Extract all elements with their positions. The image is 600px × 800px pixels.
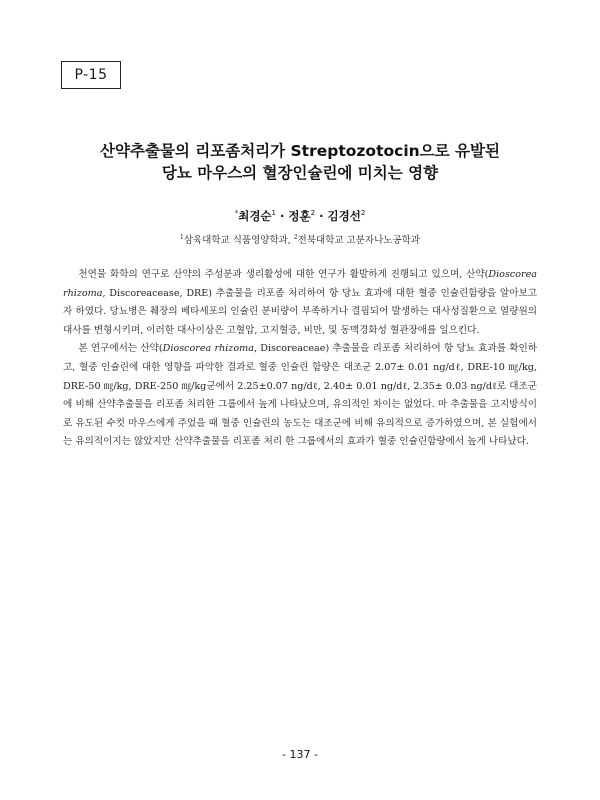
abstract-paragraph-2: 본 연구에서는 산약(Dioscorea rhizoma, Discoreaceae) 추출물을 리포좀 처리하여 항 당뇨 효과를 확인하고, 혈중 인슐린에 대한 영향을 파악한 결과로 혈중 인슐린 함량은 대조군 2.07± 0.01 ng/dℓ, DRE-10 ㎎/kg, DRE-50 ㎎/kg, DRE-250 ㎎/kg군에서 2.25±0.07 ng/dℓ, 2.40± 0.01 ng/dℓ, 2.35± 0.03 ng/dℓ로 대조군에 비해 산약추출물을 리포좀 처리한 그룹에서 높게 나타났으며, 유의적인 차이는 없었다. 마 추출물을 고지방식이로 유도된 수컷 마우스에게 주었을 때 혈중 인슐린의 농도는 대조군에 비해 유의적으로 증가하였으며, 본 실험에서는 유의적이지는 않았지만 산약추출물을 리포좀 처리 한 그룹에서의 효과가 혈중 인슐린함량에서 높게 나타났다. — [63, 343, 537, 448]
author-affil-mark: 2 — [310, 209, 316, 218]
page-number: - 137 - — [282, 748, 318, 761]
author-name: 최경순 — [238, 209, 272, 223]
author-separator: · — [276, 209, 289, 223]
author-name: 정훈 — [288, 209, 311, 223]
affiliation-2: 전북대학교 고분자나노공학과 — [297, 235, 420, 246]
paper-title — [0, 140, 600, 184]
abstract-body — [63, 266, 537, 452]
affiliations: $^1$삼육대학교 식품영양학과, $^2$전북대학교 고분자나노공학과 — [180, 233, 420, 246]
author-list — [0, 208, 600, 224]
author-separator: · — [315, 209, 328, 223]
author-affil-mark: 1 — [271, 209, 277, 218]
species-name: Dioscorea rhizoma — [63, 269, 537, 299]
species-name: Dioscorea rhizoma — [162, 343, 254, 355]
affil-mark: 2 — [293, 233, 298, 241]
affiliation-1: 삼육대학교 식품영양학과 — [183, 235, 288, 246]
affil-mark: 1 — [180, 233, 184, 241]
title-line-1: 산약추출물의 리포좀처리가 Streptozotocin으로 유발된 — [100, 142, 500, 160]
corresponding-mark: * — [234, 209, 239, 218]
poster-number-label: P-15 — [61, 61, 121, 89]
abstract-paragraph-1: 천연물 화학의 연구로 산약의 주성분과 생리활성에 대한 연구가 활발하게 진행되고 있으며, 산약(Dioscorea rhizoma, Discoreacease, DRE) 추출물을 리포좀 처리하여 항 당뇨 효과에 대한 혈중 인슐린함량을 알아보고자 하였다. 당뇨병은 췌장의 베타세포의 인슐린 분비량이 부족하거나 결핍되어 발생하는 대사성질환으로 열량원의 대사를 변형시키며, 이러한 대사이상은 고혈압, 고지혈증, 비만, 및 동맥경화성 혈관장애를 일으킨다. — [63, 269, 537, 336]
author-affil-mark: 2 — [360, 209, 366, 218]
title-line-2: 당뇨 마우스의 혈장인슐린에 미치는 영향 — [161, 164, 439, 182]
author-name: 김경선 — [327, 209, 361, 223]
